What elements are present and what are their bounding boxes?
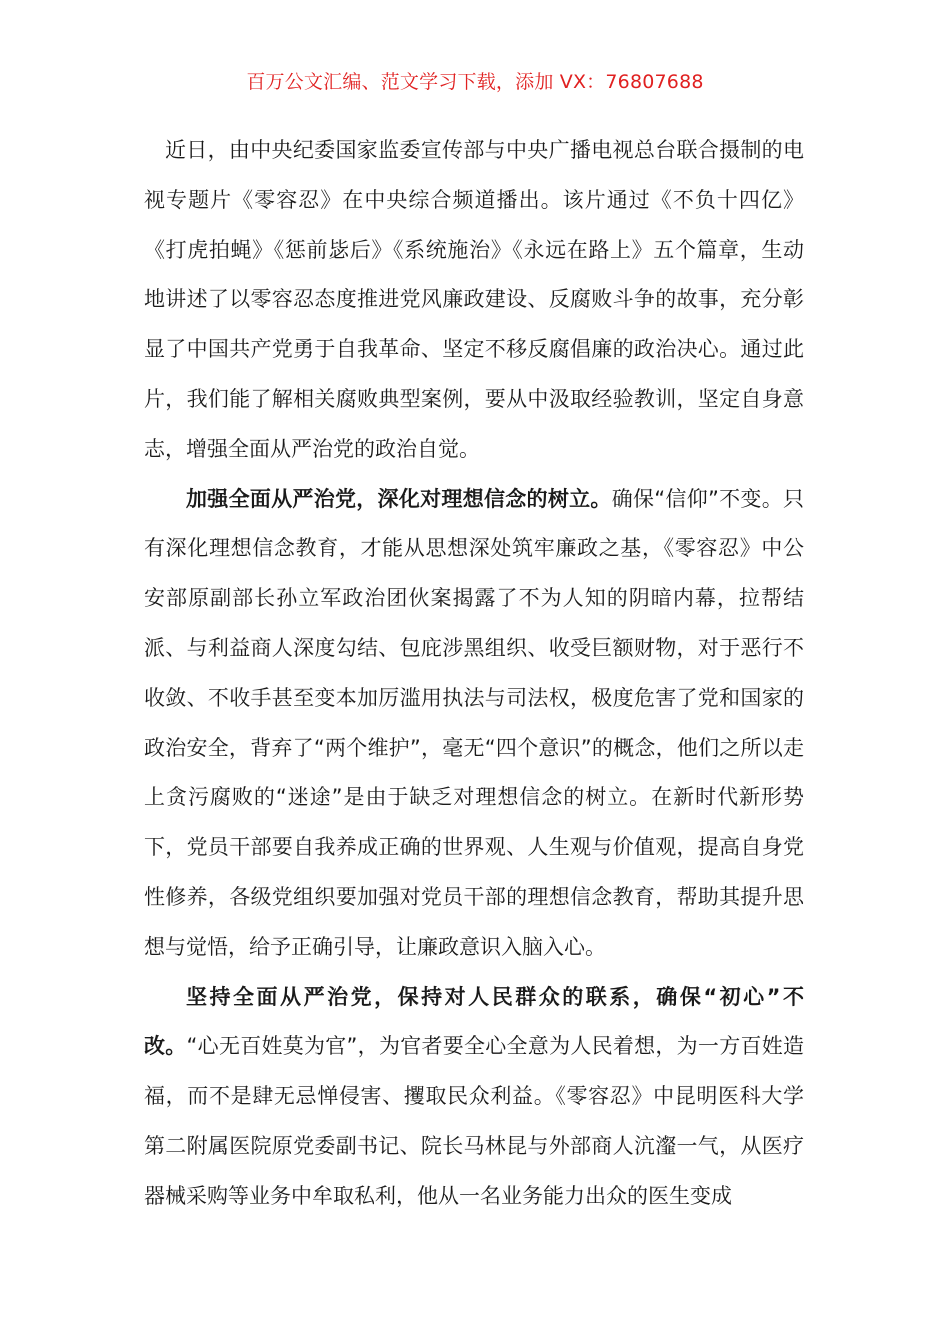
header-banner: 百万公文汇编、范文学习下载，添加 VX：76807688 (246, 71, 704, 93)
paragraph-ideals (144, 475, 804, 973)
paragraph-text: “心无百姓莫为官”，为官者要全心全意为人民着想，为一方百姓造福，而不是肆无忌惮侵害、攫取民众利益。《零容忍》中昆明医科大学第二附属医院原党委副书记、院长马林昆与外部商人沆瀣一气，从医疗器械采购等业务中牟取私利，他从一名业务能力出众的医生变成 (144, 1034, 804, 1208)
paragraph-people (144, 973, 804, 1222)
document-body (144, 126, 804, 1222)
paragraph-text: 确保“信仰”不变。只有深化理想信念教育，才能从思想深处筑牢廉政之基，《零容忍》中公安部原副部长孙立军政治团伙案揭露了不为人知的阴暗内幕，拉帮结派、与利益商人深度勾结、包庇涉黑组织、收受巨额财物，对于恶行不收敛、不收手甚至变本加厉滥用执法与司法权，极度危害了党和国家的政治安全，背弃了“两个维护”，毫无“四个意识”的概念，他们之所以走上贪污腐败的“迷途”是由于缺乏对理想信念的树立。在新时代新形势下，党员干部要自我养成正确的世界观、人生观与价值观，提高自身党性修养，各级党组织要加强对党员干部的理想信念教育，帮助其提升思想与觉悟，给予正确引导，让廉政意识入脑入心。 (144, 486, 805, 959)
paragraph-text: 近日，由中央纪委国家监委宣传部与中央广播电视总台联合摄制的电视专题片《零容忍》在中央综合频道播出。该片通过《不负十四亿》《打虎拍蝇》《惩前毖后》《系统施治》《永远在路上》五个篇章，生动地讲述了以零容忍态度推进党风廉政建设、反腐败斗争的故事，充分彰显了中国共产党勇于自我革命、坚定不移反腐倡廉的政治决心。通过此片，我们能了解相关腐败典型案例，要从中汲取经验教训，坚定自身意志，增强全面从严治党的政治自觉。 (144, 138, 804, 461)
paragraph-lead: 加强全面从严治党，深化对理想信念的树立。 (186, 486, 612, 511)
paragraph-lead: 坚持全面从严治党，保持对人民群众的联系，确保“初心”不改。 (144, 984, 804, 1059)
paragraph-intro (144, 126, 804, 475)
